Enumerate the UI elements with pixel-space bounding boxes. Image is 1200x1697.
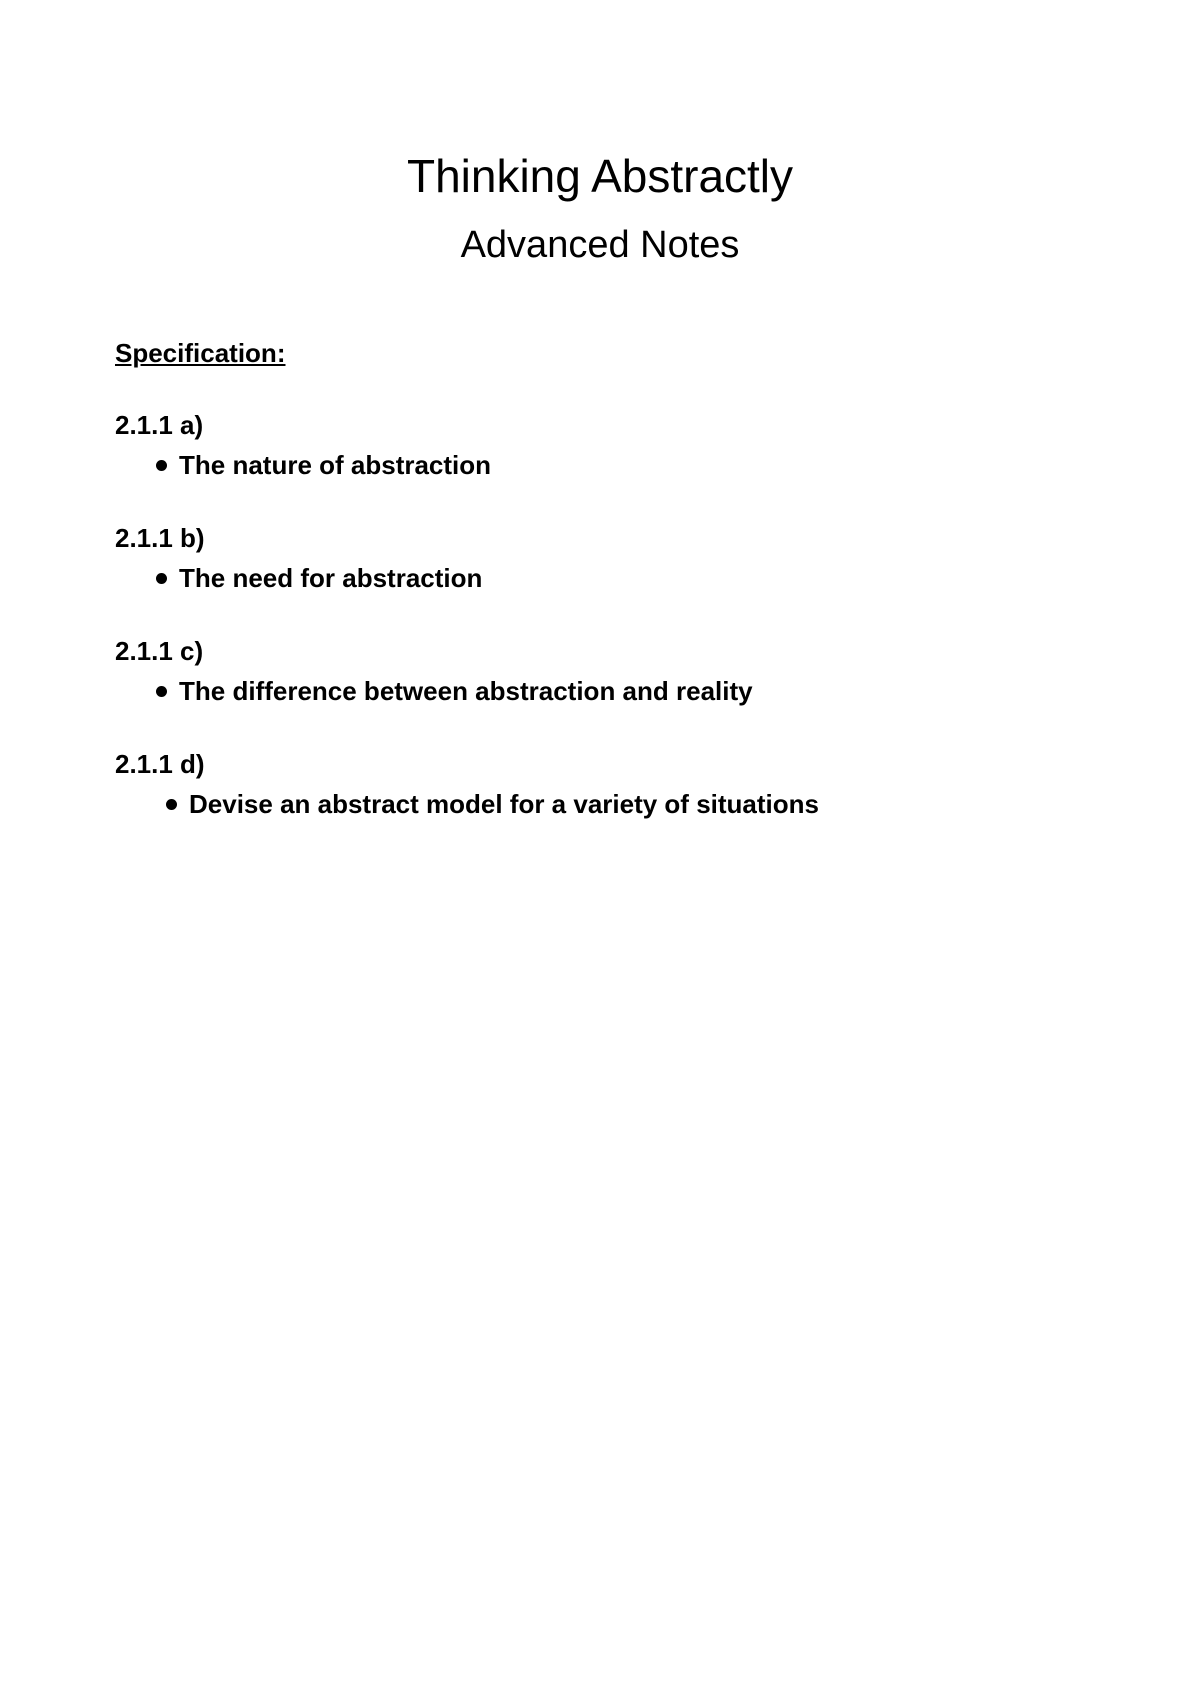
list-item-text: The need for abstraction — [179, 563, 483, 593]
section-code: 2.1.1 d) — [115, 749, 205, 779]
spec-section-b — [115, 522, 482, 594]
bullet-icon — [166, 799, 177, 810]
section-code: 2.1.1 b) — [115, 523, 205, 553]
section-code: 2.1.1 a) — [115, 410, 204, 440]
list-item — [115, 449, 491, 481]
list-item — [115, 562, 482, 594]
document-title: Thinking Abstractly — [406, 150, 794, 202]
document-subtitle: Advanced Notes — [460, 224, 740, 266]
specification-heading: Specification: — [115, 338, 286, 368]
spec-section-a — [115, 409, 491, 481]
section-code: 2.1.1 c) — [115, 636, 204, 666]
list-item-text: The difference between abstraction and reality — [179, 676, 753, 706]
bullet-icon — [156, 686, 167, 697]
list-item — [115, 675, 753, 707]
spec-section-c — [115, 635, 753, 707]
list-item — [115, 788, 819, 820]
bullet-icon — [156, 460, 167, 471]
list-item-text: Devise an abstract model for a variety of situations — [189, 789, 819, 819]
spec-section-d — [115, 748, 819, 820]
bullet-icon — [156, 573, 167, 584]
list-item-text: The nature of abstraction — [179, 450, 492, 480]
